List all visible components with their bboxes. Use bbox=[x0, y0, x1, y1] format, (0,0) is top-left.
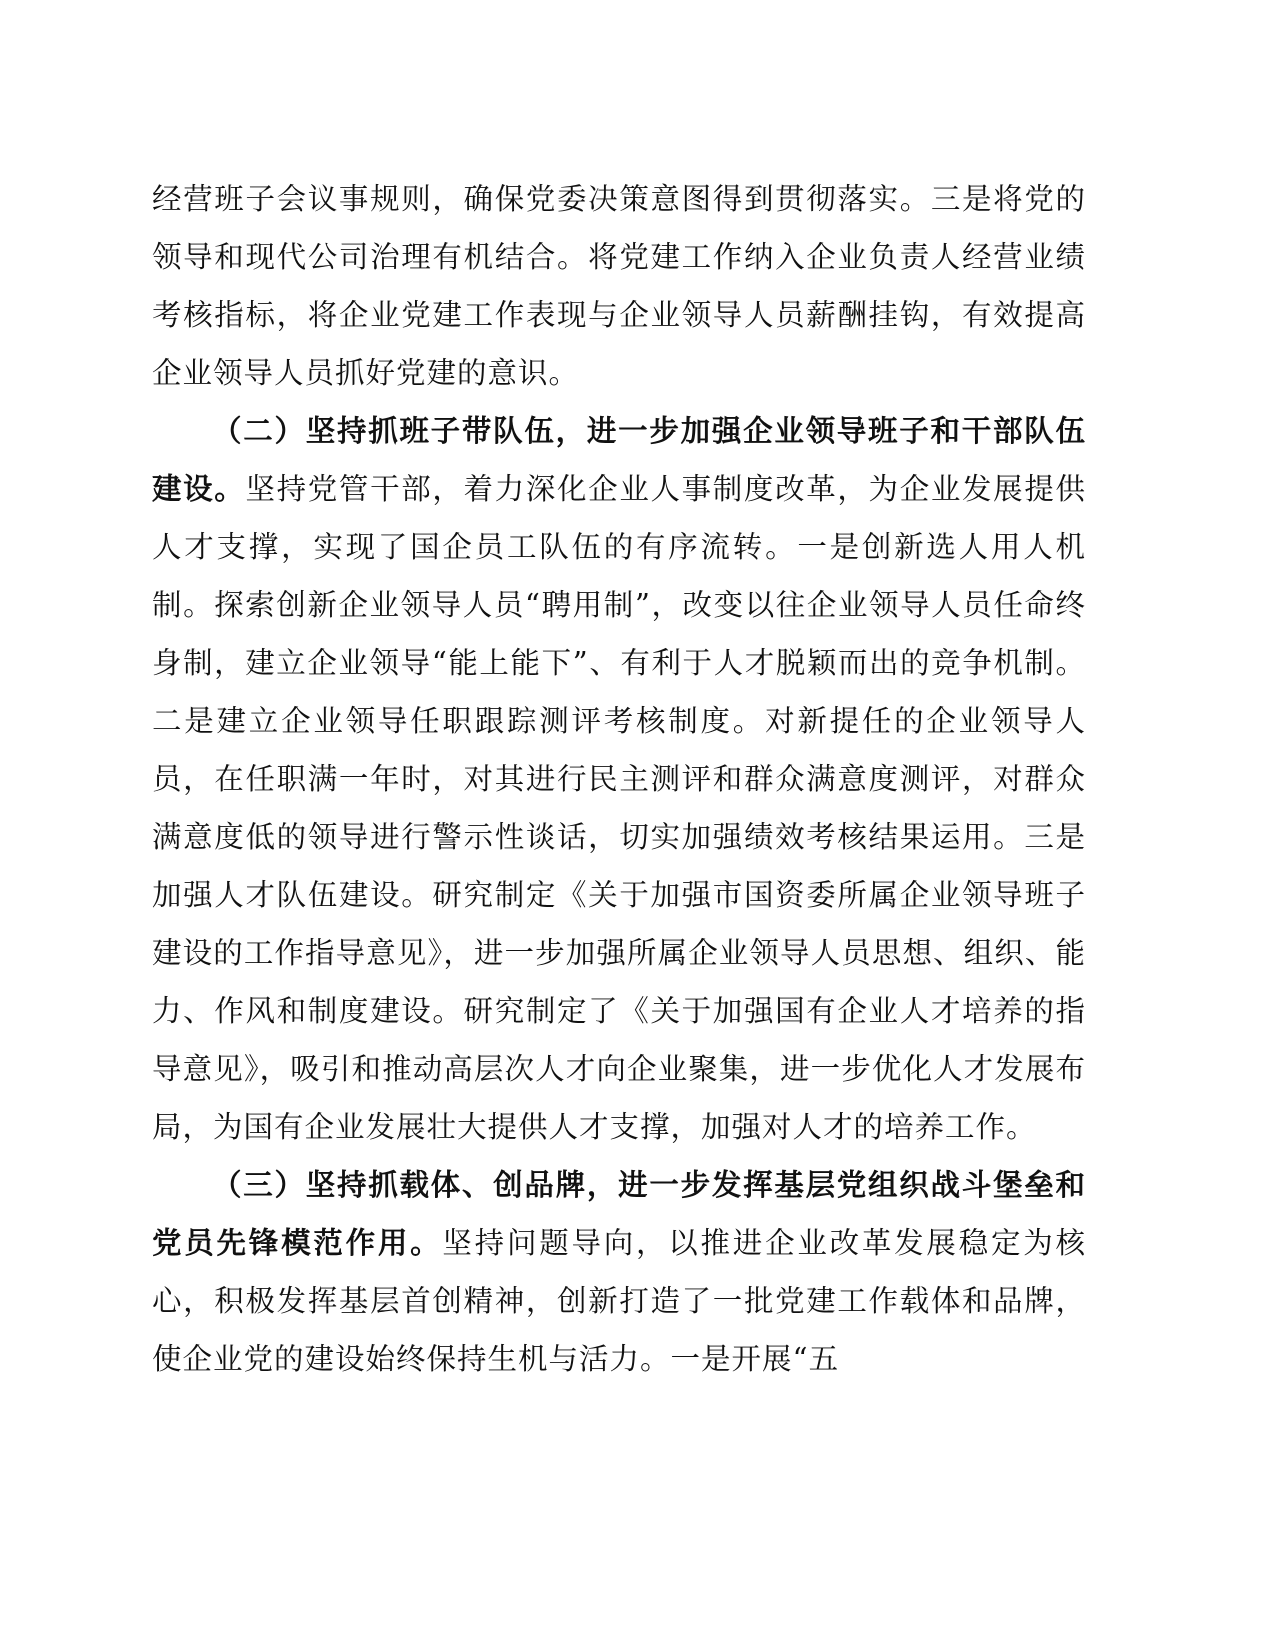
document-body bbox=[152, 170, 1086, 1388]
paragraph-2 bbox=[152, 402, 1086, 1156]
paragraph-3-body: 坚持问题导向，以推进企业改革发展稳定为核心，积极发挥基层首创精神，创新打造了一批党建工作载体和品牌，使企业党的建设始终保持生机与活力。一是开展“五 bbox=[152, 1226, 1086, 1376]
section-heading-3: （三）坚持抓载体、创品牌，进一步发挥基层党组织战斗堡垒和党员先锋模范作用。 bbox=[152, 1167, 1086, 1260]
section-heading-2: （二）坚持抓班子带队伍，进一步加强企业领导班子和干部队伍建设。 bbox=[152, 413, 1086, 506]
paragraph-3 bbox=[152, 1156, 1086, 1388]
paragraph-1 bbox=[152, 170, 1086, 402]
paragraph-1-body: 经营班子会议事规则，确保党委决策意图得到贯彻落实。三是将党的领导和现代公司治理有机结合。将党建工作纳入企业负责人经营业绩考核指标，将企业党建工作表现与企业领导人员薪酬挂钩，有效提高企业领导人员抓好党建的意识。 bbox=[152, 182, 1086, 390]
paragraph-2-body: 坚持党管干部，着力深化企业人事制度改革，为企业发展提供人才支撑，实现了国企员工队伍的有序流转。一是创新选人用人机制。探索创新企业领导人员“聘用制”，改变以往企业领导人员任命终身制，建立企业领导“能上能下”、有利于人才脱颖而出的竞争机制。二是建立企业领导任职跟踪测评考核制度。对新提任的企业领导人员，在任职满一年时，对其进行民主测评和群众满意度测评，对群众满意度低的领导进行警示性谈话，切实加强绩效考核结果运用。三是加强人才队伍建设。研究制定《关于加强市国资委所属企业领导班子建设的工作指导意见》，进一步加强所属企业领导人员思想、组织、能力、作风和制度建设。研究制定了《关于加强国有企业人才培养的指导意见》，吸引和推动高层次人才向企业聚集，进一步优化人才发展布局，为国有企业发展壮大提供人才支撑，加强对人才的培养工作。 bbox=[152, 472, 1086, 1144]
